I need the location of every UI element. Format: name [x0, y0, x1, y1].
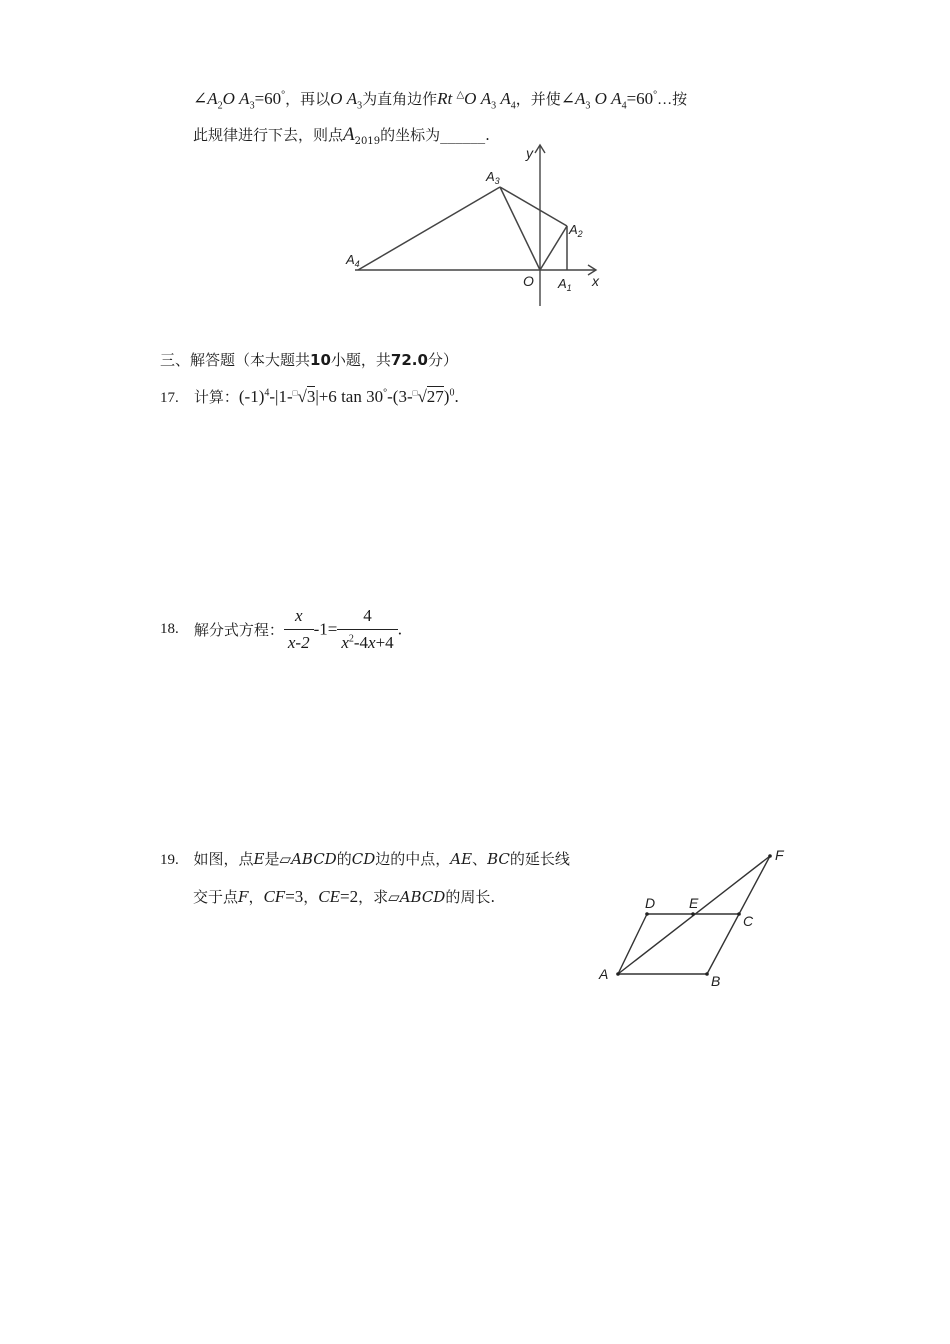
point-d: [645, 912, 649, 916]
point-b: [705, 972, 709, 976]
x-label: x: [592, 273, 599, 289]
problem16-line2: 此规律进行下去，则点$A_{2019}$的坐标为______.: [193, 124, 490, 147]
point-c: [737, 912, 741, 916]
problem19-line1: 19. 如图，点E是▱ABCD的CD边的中点，AE、BC的延长线: [160, 850, 570, 868]
sqrt-symbol: √: [417, 387, 427, 406]
a-label: A: [599, 966, 609, 982]
a3-label: $A_3$: [486, 169, 500, 186]
problem19-line2: 交于点F，CF=3，CE=2，求▱ABCD的周长.: [193, 887, 496, 906]
problem18: 18. 解分式方程： $\frac{x}{x-2}$ -1= $\frac{4}{x^2-4x+4}$ .: [160, 606, 402, 652]
sqrt-symbol: √: [297, 387, 307, 406]
segment-a4-a3: [358, 187, 500, 270]
b-label: B: [711, 973, 721, 989]
e-label: E: [689, 895, 699, 911]
point-f: [768, 854, 772, 858]
o-label: O: [523, 273, 534, 289]
segment-a-d: [618, 914, 647, 974]
fraction-2: $\frac{4}{x^2-4x+4}$: [337, 606, 397, 653]
angle-symbol: ∠: [193, 89, 208, 108]
a4-label: $A_4$: [346, 252, 360, 269]
c-label: C: [743, 913, 754, 929]
fraction-1: $\frac{x}{x-2}$: [284, 606, 314, 653]
problem19-figure: [595, 840, 795, 995]
y-label: y: [526, 145, 533, 161]
problem16-figure: [340, 140, 610, 312]
segment-a2-o: [540, 226, 567, 270]
section3-heading: 三、解答题（本大题共10小题，共72.0分）: [160, 351, 458, 369]
point-e: [691, 912, 695, 916]
problem-number: 18.: [160, 621, 179, 637]
problem-number: 17.: [160, 390, 179, 406]
problem-number: 19.: [160, 852, 179, 868]
problem16-line1: $\angle A_2O$ $A_3=60^\circ$，再以O $A_3$为直角边作Rt △O $A_3$ $A_4$，并使$\angle A_3$ O $A_4=60^\circ\dots$按: [193, 89, 688, 112]
d-label: D: [645, 895, 656, 911]
problem17: 17. 计算：$(-1)^4-|1-^□√3|+6$ $\tan 30^\circ-(3-^□√27)^0$.: [160, 387, 459, 406]
a1-label: $A_1$: [558, 276, 572, 293]
a2-label: $A_2$: [569, 222, 583, 239]
answer-blank: ______: [440, 126, 486, 144]
point-a: [616, 972, 620, 976]
f-label: F: [775, 847, 784, 863]
